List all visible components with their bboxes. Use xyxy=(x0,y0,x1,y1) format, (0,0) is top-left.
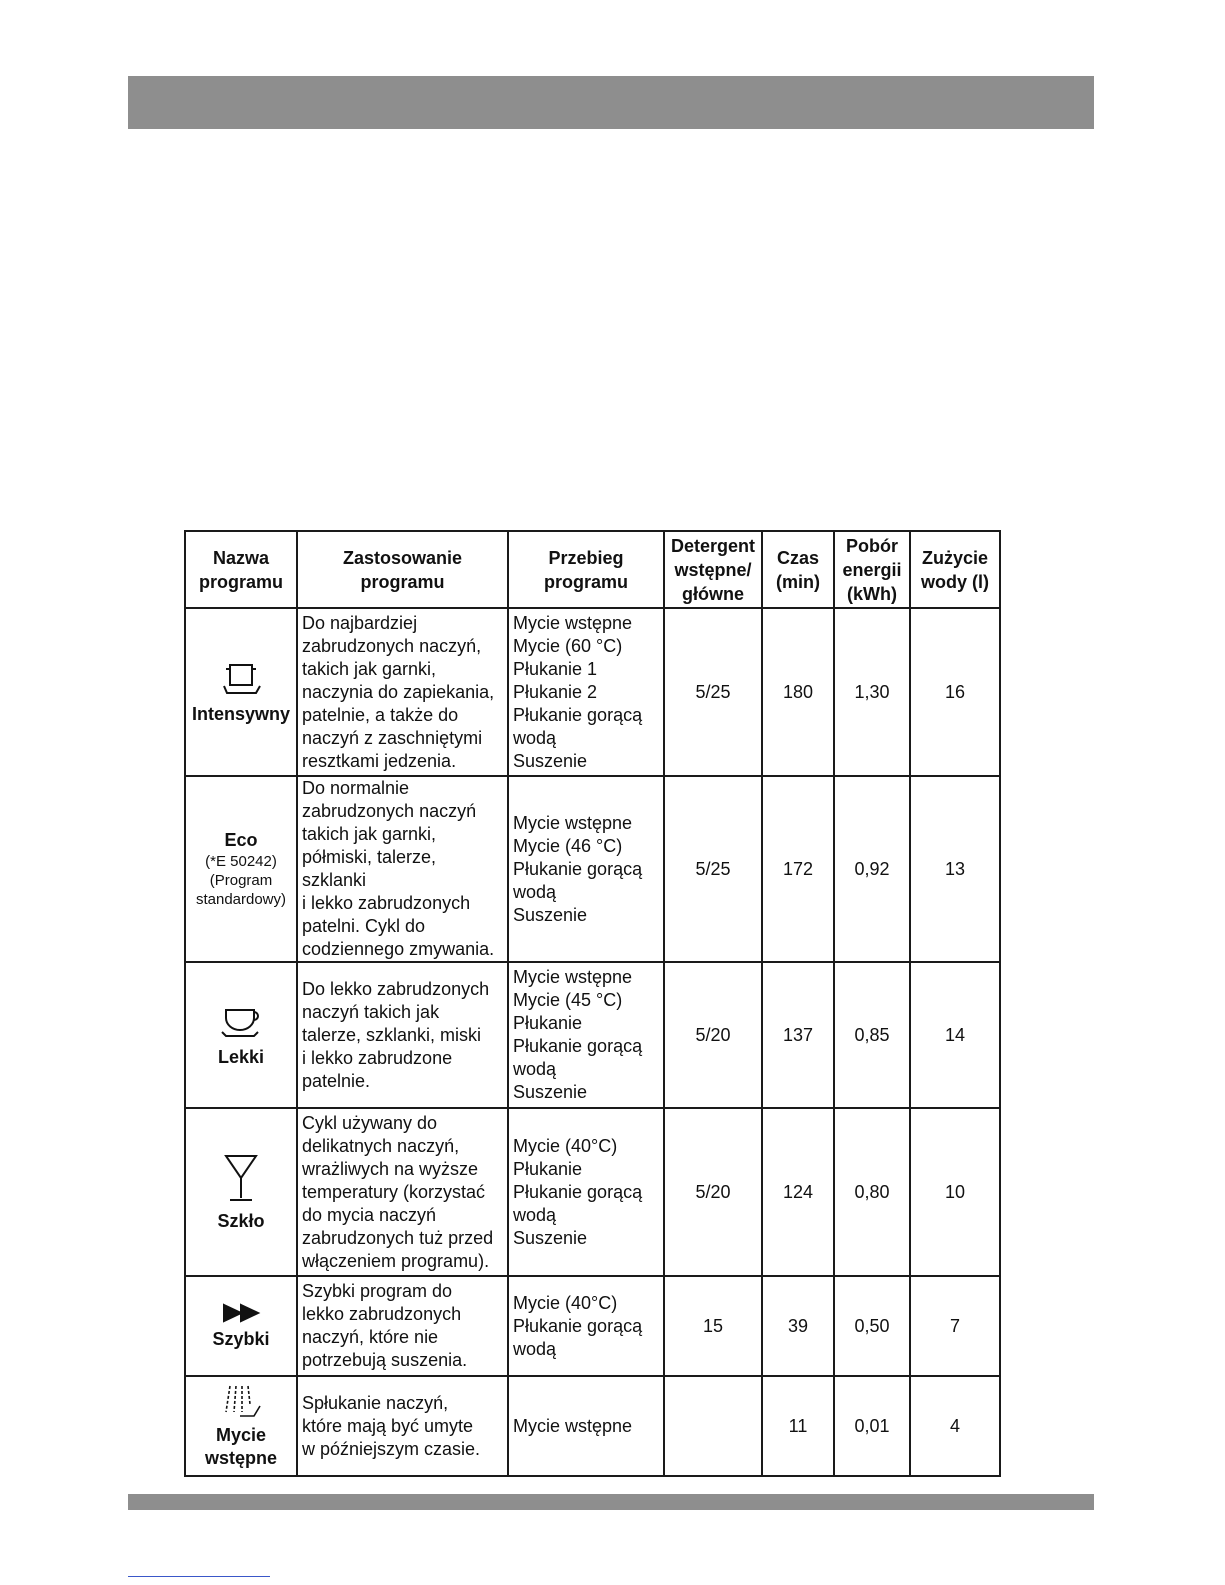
time-cell: 124 xyxy=(762,1108,834,1276)
header-label: Detergent xyxy=(670,535,755,556)
energy-cell: 0,80 xyxy=(834,1108,910,1276)
water-cell: 16 xyxy=(910,608,1000,776)
energy-cell: 0,85 xyxy=(834,962,910,1108)
header-label: wstępne/ xyxy=(674,559,752,580)
header-label: (kWh) xyxy=(847,583,897,604)
program-name-line: Intensywny xyxy=(191,703,291,724)
program-name-line: Eco xyxy=(224,830,258,850)
program-name-cell xyxy=(185,962,297,1108)
program-name-cell xyxy=(185,608,297,776)
program-table xyxy=(184,530,1001,1477)
program-subtitle-line: (Program xyxy=(209,872,273,889)
detergent-cell: 5/25 xyxy=(664,776,762,962)
course-cell: Mycie wstępne Mycie (60 °C) Płukanie 1 Płukanie 2 Płukanie gorącą wodą Suszenie xyxy=(508,608,664,776)
water-cell: 13 xyxy=(910,776,1000,962)
program-name xyxy=(190,703,292,726)
program-name-line: Szybki xyxy=(212,1328,270,1349)
application-cell: Do normalnie zabrudzonych naczyń takich jak garnki, półmiski, talerze, szklanki i lekko zabrudzonych patelni. Cykl do codziennego zmywania. xyxy=(297,776,508,962)
time-cell: 172 xyxy=(762,776,834,962)
cup-icon xyxy=(216,1002,266,1042)
header-label: Czas xyxy=(776,547,820,568)
course-cell: Mycie (40°C) Płukanie Płukanie gorącą wodą Suszenie xyxy=(508,1108,664,1276)
footer-link-underline xyxy=(128,1576,270,1577)
program-name xyxy=(190,1046,292,1069)
application-cell: Do lekko zabrudzonych naczyń takich jak talerze, szklanki, miski i lekko zabrudzone patelnie. xyxy=(297,962,508,1108)
header-label: Zastosowanie xyxy=(342,547,463,568)
table-row xyxy=(185,1376,1000,1476)
energy-cell: 0,01 xyxy=(834,1376,910,1476)
detergent-cell: 15 xyxy=(664,1276,762,1376)
water-cell: 10 xyxy=(910,1108,1000,1276)
water-cell: 14 xyxy=(910,962,1000,1108)
application-cell: Spłukanie naczyń, które mają być umyte w późniejszym czasie. xyxy=(297,1376,508,1476)
energy-cell: 0,50 xyxy=(834,1276,910,1376)
header-label: programu xyxy=(198,571,283,592)
header-time xyxy=(762,531,834,608)
header-label: Zużycie xyxy=(921,547,989,568)
header-label: Przebieg xyxy=(548,547,624,568)
program-name-cell xyxy=(185,1376,297,1476)
header-energy xyxy=(834,531,910,608)
detergent-cell: 5/25 xyxy=(664,608,762,776)
program-name-cell xyxy=(185,1108,297,1276)
prewash-spray-icon xyxy=(216,1382,266,1420)
program-name xyxy=(190,1328,292,1351)
program-name-cell xyxy=(185,1276,297,1376)
course-cell: Mycie wstępne Mycie (46 °C) Płukanie gorącą wodą Suszenie xyxy=(508,776,664,962)
header-label: wody (l) xyxy=(921,571,989,592)
header-label: główne xyxy=(682,583,744,604)
program-subtitle-line: (*E 50242) xyxy=(205,853,277,870)
course-cell: Mycie wstępne Mycie (45 °C) Płukanie Płukanie gorącą wodą Suszenie xyxy=(508,962,664,1108)
energy-cell: 0,92 xyxy=(834,776,910,962)
header-label: programu xyxy=(543,571,628,592)
time-cell: 180 xyxy=(762,608,834,776)
table-header-row xyxy=(185,531,1000,608)
table-row xyxy=(185,962,1000,1108)
water-cell: 7 xyxy=(910,1276,1000,1376)
header-course xyxy=(508,531,664,608)
header-program-name xyxy=(185,531,297,608)
table-row xyxy=(185,608,1000,776)
pot-icon xyxy=(216,659,266,699)
course-cell: Mycie (40°C) Płukanie gorącą wodą xyxy=(508,1276,664,1376)
program-name xyxy=(190,1210,292,1233)
footer-bar xyxy=(128,1494,1094,1510)
application-cell: Do najbardziej zabrudzonych naczyń, takich jak garnki, naczynia do zapiekania, patelnie, a także do naczyń z zaschniętymi resztkami jedzenia. xyxy=(297,608,508,776)
water-cell: 4 xyxy=(910,1376,1000,1476)
header-label: Nazwa xyxy=(212,547,270,568)
time-cell: 137 xyxy=(762,962,834,1108)
table-row xyxy=(185,776,1000,962)
detergent-cell: 5/20 xyxy=(664,1108,762,1276)
table-row xyxy=(185,1276,1000,1376)
program-name-cell xyxy=(185,776,297,962)
application-cell: Szybki program do lekko zabrudzonych naczyń, które nie potrzebują suszenia. xyxy=(297,1276,508,1376)
program-name xyxy=(190,1424,292,1470)
header-label: Pobór xyxy=(846,535,898,556)
detergent-cell xyxy=(664,1376,762,1476)
program-name-line: wstępne xyxy=(204,1448,278,1468)
program-name-line: Szkło xyxy=(217,1210,265,1231)
application-cell: Cykl używany do delikatnych naczyń, wrażliwych na wyższe temperatury (korzystać do mycia naczyń zabrudzonych tuż przed włączeniem programu). xyxy=(297,1108,508,1276)
program-subtitle xyxy=(190,852,292,909)
header-label: programu xyxy=(360,571,445,592)
program-name-line: Lekki xyxy=(217,1046,265,1067)
header-water xyxy=(910,531,1000,608)
course-cell: Mycie wstępne xyxy=(508,1376,664,1476)
energy-cell: 1,30 xyxy=(834,608,910,776)
header-label: energii xyxy=(842,559,902,580)
program-name-line: Mycie xyxy=(215,1425,267,1445)
detergent-cell: 5/20 xyxy=(664,962,762,1108)
header-detergent xyxy=(664,531,762,608)
program-name xyxy=(190,829,292,852)
time-cell: 39 xyxy=(762,1276,834,1376)
program-subtitle-line: standardowy) xyxy=(195,891,287,908)
wine-glass-icon xyxy=(216,1152,266,1206)
header-application xyxy=(297,531,508,608)
header-bar xyxy=(128,76,1094,129)
header-label: (min) xyxy=(776,571,820,592)
fast-forward-icon xyxy=(216,1302,266,1324)
table-row xyxy=(185,1108,1000,1276)
time-cell: 11 xyxy=(762,1376,834,1476)
